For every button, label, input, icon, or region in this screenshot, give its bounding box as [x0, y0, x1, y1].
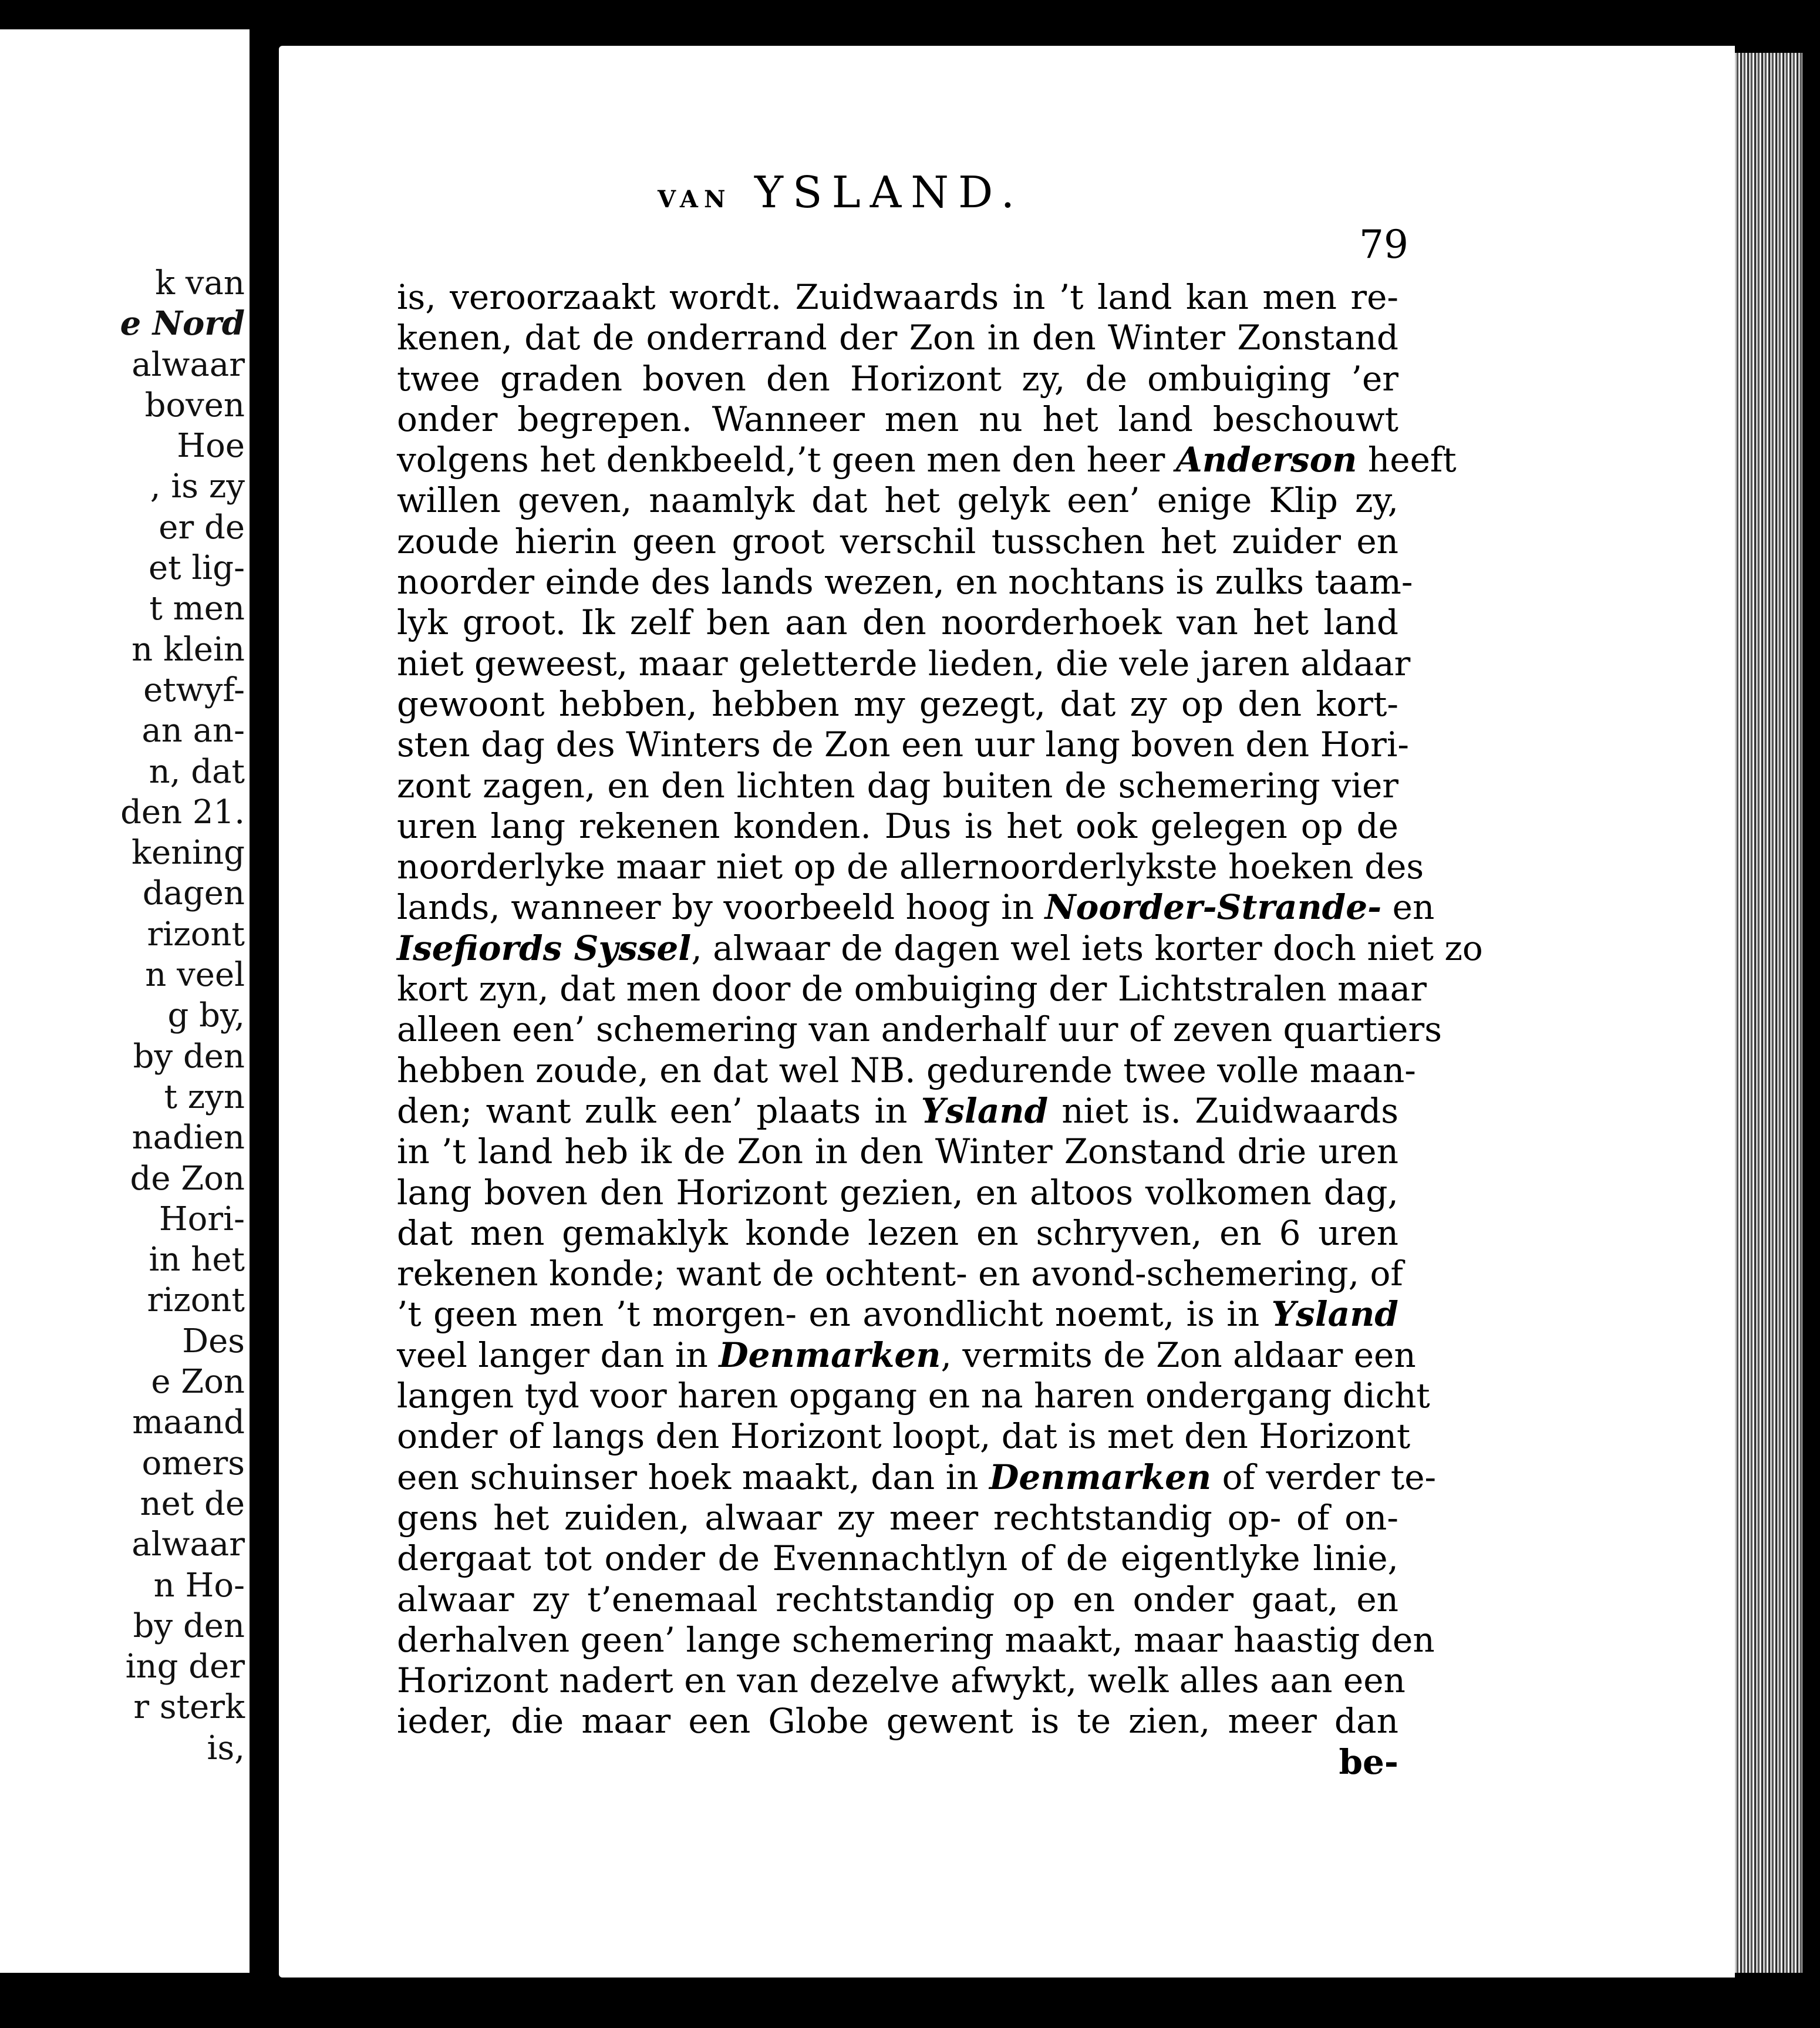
left-page-line: alwaar: [132, 1525, 245, 1564]
left-page-line: boven: [144, 386, 245, 425]
text-line: [397, 684, 1398, 725]
text-segment: Horizont nadert en van dezelve afwykt, welk alles aan een: [397, 1660, 1406, 1701]
left-page-line: by den: [133, 1606, 245, 1645]
left-page-line: dagen: [142, 874, 245, 913]
text-segment: volgens het denkbeeld,’t geen men den heer: [397, 440, 1176, 480]
text-segment: noorderlyke maar niet op de allernoorderlykste hoeken des: [397, 847, 1424, 887]
text-line: [397, 359, 1398, 399]
left-page-line: Hori-: [159, 1200, 245, 1238]
left-page-line: e Nord: [120, 304, 245, 343]
text-segment: ieder, die maar een Globe gewent is te zien, meer dan: [397, 1701, 1398, 1741]
text-line: [397, 969, 1427, 1009]
left-page-line: t zyn: [164, 1077, 245, 1116]
left-page-line: n Ho-: [153, 1566, 245, 1605]
left-page-line: k van: [155, 264, 245, 302]
text-segment: noorder einde des lands wezen, en nochtans is zulks taam-: [397, 562, 1413, 602]
italic-name: Ysland: [921, 1090, 1049, 1131]
italic-name: Noorder-Strande-: [1044, 887, 1382, 928]
left-page-line: , is zy: [150, 467, 245, 506]
left-page-line: den 21.: [120, 793, 245, 831]
text-segment: niet is. Zuidwaards: [1048, 1090, 1398, 1131]
text-segment: kort zyn, dat men door de ombuiging der Lichtstralen maar: [397, 969, 1427, 1009]
text-segment: of verder te-: [1211, 1457, 1437, 1497]
text-line: [397, 847, 1424, 887]
text-segment: kenen, dat de onderrand der Zon in den Winter Zonstand: [397, 318, 1398, 358]
italic-name: Denmarken: [719, 1335, 941, 1375]
left-page-line: e Zon: [151, 1363, 245, 1402]
text-line: [397, 1416, 1411, 1457]
text-line: [397, 928, 1483, 969]
text-segment: onder of langs den Horizont loopt, dat is met den Horizont: [397, 1416, 1411, 1457]
text-segment: heeft: [1357, 440, 1457, 480]
left-page-line: de Zon: [130, 1159, 245, 1198]
left-page: [0, 29, 250, 1973]
text-segment: in ’t land heb ik de Zon in den Winter Zonstand drie uren: [397, 1131, 1398, 1172]
text-line: [397, 725, 1409, 765]
text-line: [397, 562, 1413, 602]
text-segment: gewoont hebben, hebben my gezegt, dat zy op den kort-: [397, 683, 1398, 724]
text-segment: is, veroorzaakt wordt. Zuidwaards in ’t land kan men re-: [397, 277, 1398, 317]
text-line: [397, 1376, 1430, 1416]
text-segment: , vermits de Zon aldaar een: [941, 1335, 1416, 1375]
text-line: [397, 1335, 1416, 1376]
text-segment: dergaat tot onder de Evennachtlyn of de eigentlyke linie,: [397, 1538, 1398, 1579]
text-segment: sten dag des Winters de Zon een uur lang boven den Hori-: [397, 725, 1409, 765]
left-page-line: rizont: [147, 915, 245, 954]
text-line: [397, 1091, 1398, 1131]
text-segment: ’t geen men ’t morgen- en avondlicht noemt, is in: [397, 1294, 1272, 1335]
text-line: [397, 643, 1411, 684]
left-page-line: maand: [132, 1403, 245, 1442]
text-segment: uren lang rekenen konden. Dus is het ook gelegen op de: [397, 806, 1398, 846]
left-page-line: er de: [159, 508, 245, 547]
text-line: [397, 480, 1398, 521]
text-line: [397, 1619, 1435, 1660]
left-page-line: r sterk: [133, 1688, 245, 1727]
text-segment: gens het zuiden, alwaar zy meer rechtstandig op- of on-: [397, 1497, 1398, 1538]
left-page-line: g by,: [167, 996, 245, 1035]
text-segment: en: [1381, 887, 1435, 928]
text-segment: alwaar zy t’enemaal rechtstandig op en onder gaat, en: [397, 1579, 1398, 1619]
text-line: [397, 399, 1398, 440]
body-text: [397, 277, 1483, 1783]
page-number: 79: [1359, 222, 1408, 267]
italic-name: Denmarken: [989, 1457, 1212, 1497]
left-page-line: in het: [149, 1241, 245, 1279]
left-page-line: is,: [207, 1729, 245, 1767]
text-segment: langen tyd voor haren opgang en na haren ondergang dicht: [397, 1376, 1430, 1416]
text-line: [397, 1457, 1437, 1498]
left-page-line: n klein: [132, 630, 245, 669]
left-page-line: n veel: [145, 956, 245, 995]
left-page-line: nadien: [132, 1119, 245, 1157]
text-segment: veel langer dan in: [397, 1335, 719, 1375]
text-line: [397, 766, 1398, 806]
left-page-line: t men: [149, 589, 245, 628]
running-head-van: VAN: [658, 186, 732, 213]
left-page-line: n, dat: [149, 752, 245, 791]
text-line: [397, 1213, 1398, 1254]
text-segment: niet geweest, maar geletterde lieden, die vele jaren aldaar: [397, 643, 1411, 683]
text-line: [397, 1173, 1398, 1213]
left-page-line: Hoe: [177, 427, 245, 466]
text-line: [397, 602, 1398, 643]
left-page-line: kening: [132, 834, 245, 872]
text-segment: dat men gemaklyk konde lezen en schryven, en 6 uren: [397, 1212, 1398, 1253]
left-page-line: Des: [182, 1322, 245, 1360]
text-line: [397, 1579, 1398, 1620]
italic-name: Anderson: [1175, 440, 1357, 480]
text-line: [397, 1009, 1442, 1050]
running-head-title: YSLAND.: [754, 167, 1024, 218]
text-segment: lang boven den Horizont gezien, en altoos volkomen dag,: [397, 1172, 1398, 1212]
text-segment: een schuinser hoek maakt, dan in: [397, 1457, 990, 1497]
left-page-text: [120, 263, 245, 1768]
left-page-line: alwaar: [132, 345, 245, 384]
left-page-line: omers: [141, 1444, 245, 1483]
text-line: [397, 806, 1398, 847]
text-line: [397, 1254, 1403, 1294]
text-segment: zoude hierin geen groot verschil tusschen het zuider en: [397, 521, 1398, 561]
text-line: [397, 277, 1398, 318]
text-line: [397, 1498, 1398, 1538]
running-head: [658, 167, 1024, 218]
text-line: [397, 318, 1398, 358]
text-segment: hebben zoude, en dat wel NB. gedurende twee volle maan-: [397, 1050, 1416, 1090]
text-segment: alleen een’ schemering van anderhalf uur of zeven quartiers: [397, 1009, 1442, 1050]
text-line: [397, 521, 1398, 562]
italic-name: Isefiords Syssel: [397, 928, 692, 968]
text-segment: twee graden boven den Horizont zy, de ombuiging ’er: [397, 358, 1398, 399]
text-line: [397, 887, 1435, 928]
book-gutter: [250, 0, 279, 2028]
left-page-line: ing der: [125, 1648, 245, 1686]
text-line: [397, 1660, 1406, 1701]
left-page-line: rizont: [147, 1281, 245, 1320]
text-segment: , alwaar de dagen wel iets korter doch niet zo: [691, 928, 1483, 968]
left-page-line: an an-: [141, 712, 245, 750]
text-segment: zont zagen, en den lichten dag buiten de schemering vier: [397, 765, 1398, 806]
text-segment: rekenen konde; want de ochtent- en avond-schemering, of: [397, 1254, 1403, 1294]
text-segment: willen geven, naamlyk dat het gelyk een’ enige Klip zy,: [397, 480, 1398, 521]
text-segment: lyk groot. Ik zelf ben aan den noorderhoek van het land: [397, 602, 1398, 643]
page-edges: [1735, 53, 1802, 1973]
text-segment: den; want zulk een’ plaats in: [397, 1090, 921, 1131]
text-segment: lands, wanneer by voorbeeld hoog in: [397, 887, 1045, 928]
left-page-line: et lig-: [148, 549, 245, 588]
italic-name: Ysland: [1271, 1294, 1398, 1335]
text-line: [397, 1701, 1398, 1741]
text-line: [397, 1294, 1398, 1335]
text-segment: onder begrepen. Wanneer men nu het land beschouwt: [397, 399, 1398, 439]
text-line: [397, 1131, 1398, 1172]
catchword: be-: [1339, 1741, 1398, 1782]
left-page-line: net de: [140, 1484, 245, 1523]
text-line: [397, 1050, 1416, 1091]
text-segment: derhalven geen’ lange schemering maakt, maar haastig den: [397, 1619, 1435, 1660]
text-line: [397, 1538, 1398, 1579]
text-line: [397, 440, 1457, 480]
left-page-line: by den: [133, 1037, 245, 1076]
left-page-line: etwyf-: [143, 671, 245, 709]
